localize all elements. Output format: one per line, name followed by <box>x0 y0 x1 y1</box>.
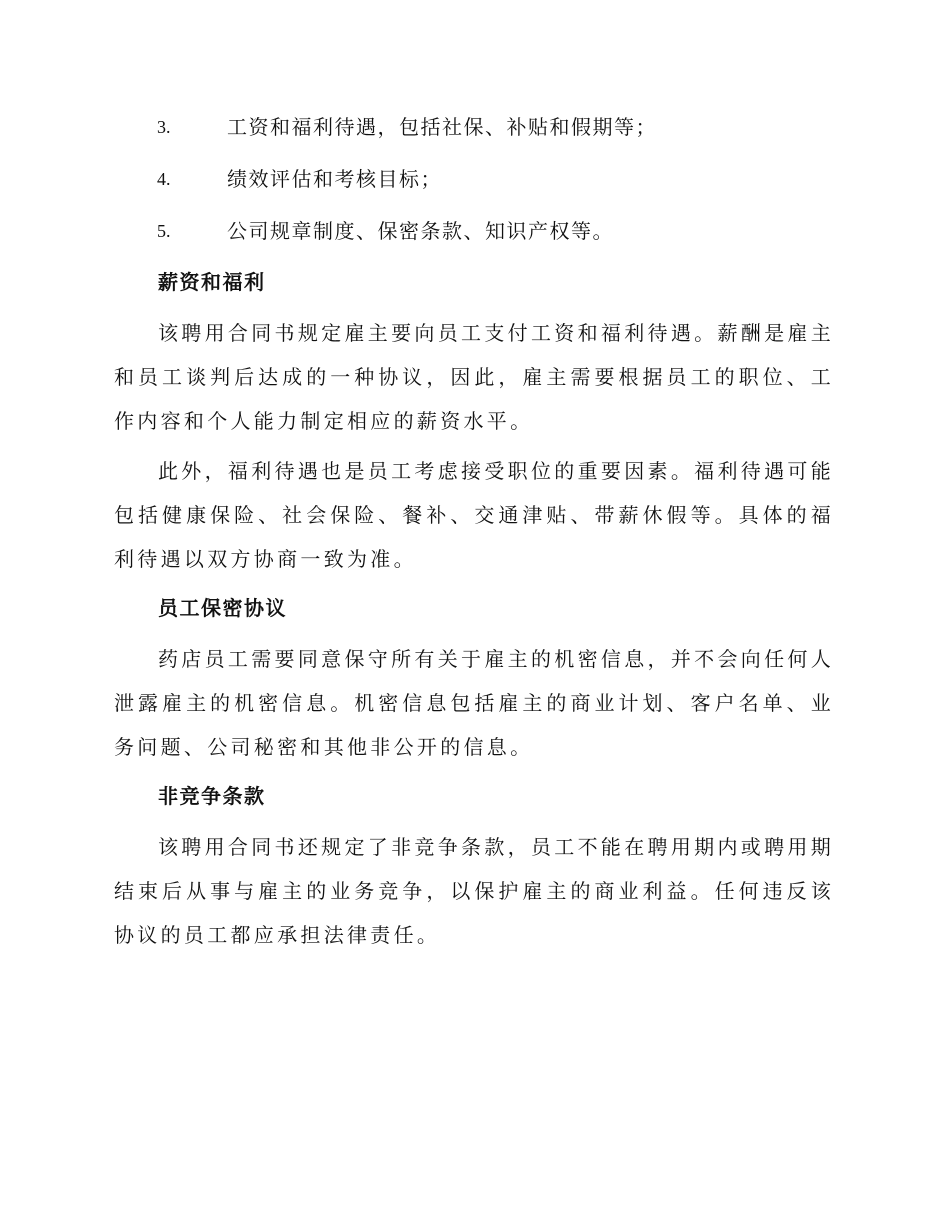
paragraph: 该聘用合同书规定雇主要向员工支付工资和福利待遇。薪酬是雇主和员工谈判后达成的一种协议，因此，雇主需要根据员工的职位、工作内容和个人能力制定相应的薪资水平。 <box>114 321 834 433</box>
list-item-text: 绩效评估和考核目标； <box>227 167 442 191</box>
list-item-number: 3. <box>157 117 171 137</box>
list-item-number: 5. <box>157 221 171 241</box>
list-item-text: 工资和福利待遇，包括社保、补贴和假期等； <box>227 115 657 139</box>
paragraph: 药店员工需要同意保守所有关于雇主的机密信息，并不会向任何人泄露雇主的机密信息。机密信息包括雇主的商业计划、客户名单、业务问题、公司秘密和其他非公开的信息。 <box>114 647 834 759</box>
section-heading-non-compete: 非竞争条款 <box>158 784 266 808</box>
list-item-text: 公司规章制度、保密条款、知识产权等。 <box>227 219 614 243</box>
paragraph: 此外，福利待遇也是员工考虑接受职位的重要因素。福利待遇可能包括健康保险、社会保险、餐补、交通津贴、带薪休假等。具体的福利待遇以双方协商一致为准。 <box>114 459 834 571</box>
section-heading-salary-benefits: 薪资和福利 <box>158 270 266 294</box>
section-heading-confidentiality: 员工保密协议 <box>158 596 287 620</box>
paragraph: 该聘用合同书还规定了非竞争条款，员工不能在聘用期内或聘用期结束后从事与雇主的业务竞争，以保护雇主的商业利益。任何违反该协议的员工都应承担法律责任。 <box>114 835 834 947</box>
list-item-number: 4. <box>157 169 171 189</box>
